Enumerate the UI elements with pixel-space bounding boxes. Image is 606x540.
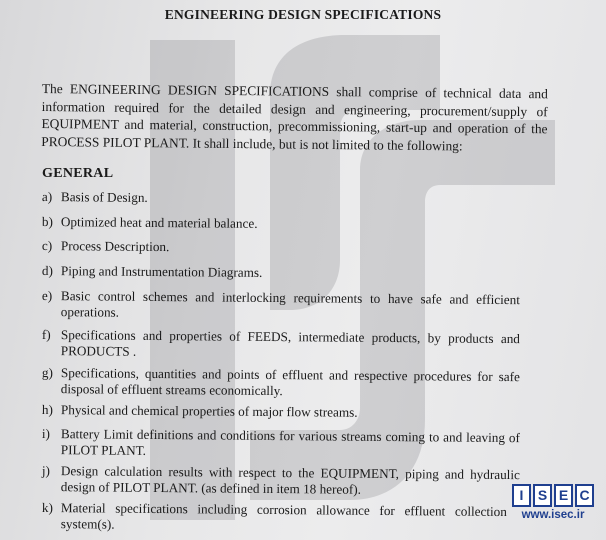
list-item-text: Design calculation results with respect to the EQUIPMENT, piping and hydraulic design of PILOT PLANT. (as defined in item 18 hereof). xyxy=(60,463,520,497)
list-item xyxy=(42,238,520,258)
list-item-letter: i) xyxy=(41,426,51,442)
list-item-letter: h) xyxy=(41,402,53,418)
logo-url: www.isec.ir xyxy=(521,509,585,521)
list-item-letter: d) xyxy=(41,263,53,279)
list-item xyxy=(42,263,520,283)
intro-paragraph: The ENGINEERING DESIGN SPECIFICATIONS shall comprise of technical data and information required for the detailed design and engineering, procurement/supply of EQUIPMENT and material, construction, precommissioning, start-up and operation of the PROCESS PILOT PLANT. It shall include, but is not limited to the following: xyxy=(41,80,548,153)
list-item-letter: g) xyxy=(41,365,53,381)
list-item-letter: f) xyxy=(41,327,51,343)
list-item xyxy=(42,426,520,461)
list-item xyxy=(42,327,520,362)
list-item-text: Material specifications including corrosion allowance for effluent collection system(s). xyxy=(60,500,507,532)
list-item-letter: k) xyxy=(41,500,53,516)
logo-letter: E xyxy=(554,484,573,507)
logo-letter: S xyxy=(533,484,552,507)
list-item-text: Specifications and properties of FEEDS, intermediate products, by products and PRODUCTS . xyxy=(60,327,520,359)
list-item xyxy=(42,463,520,498)
list-item-letter: c) xyxy=(41,238,53,254)
list-item-letter: a) xyxy=(41,189,53,205)
list-item-text: Basis of Design. xyxy=(60,189,148,205)
list-item-letter: e) xyxy=(41,288,53,304)
document-title: ENGINEERING DESIGN SPECIFICATIONS xyxy=(164,7,442,22)
list-item xyxy=(42,500,507,535)
list-item xyxy=(42,402,520,422)
list-item xyxy=(42,365,520,400)
logo-letter: C xyxy=(575,484,594,507)
logo-letter: I xyxy=(512,484,531,507)
logo-letter-boxes xyxy=(512,484,594,507)
list-item-letter: j) xyxy=(41,463,51,479)
list-item-text: Basic control schemes and interlocking requirements to have safe and efficient operations. xyxy=(60,288,520,320)
section-heading-general: GENERAL xyxy=(42,166,114,181)
list-item-text: Battery Limit definitions and conditions for various streams coming to and leaving of PILOT PLANT. xyxy=(60,426,520,458)
list-item-letter: b) xyxy=(41,214,53,230)
list-item xyxy=(42,214,520,234)
list-item-text: Optimized heat and material balance. xyxy=(60,214,258,231)
list-item xyxy=(42,288,520,323)
list-item-text: Piping and Instrumentation Diagrams. xyxy=(60,263,263,280)
list-item-text: Specifications, quantities and points of effluent and respective procedures for safe disposal of effluent streams economically. xyxy=(60,365,520,398)
list-item xyxy=(42,189,520,209)
list-item-text: Process Description. xyxy=(60,238,170,255)
list-item-text: Physical and chemical properties of major flow streams. xyxy=(60,402,358,420)
isec-logo xyxy=(512,484,594,526)
